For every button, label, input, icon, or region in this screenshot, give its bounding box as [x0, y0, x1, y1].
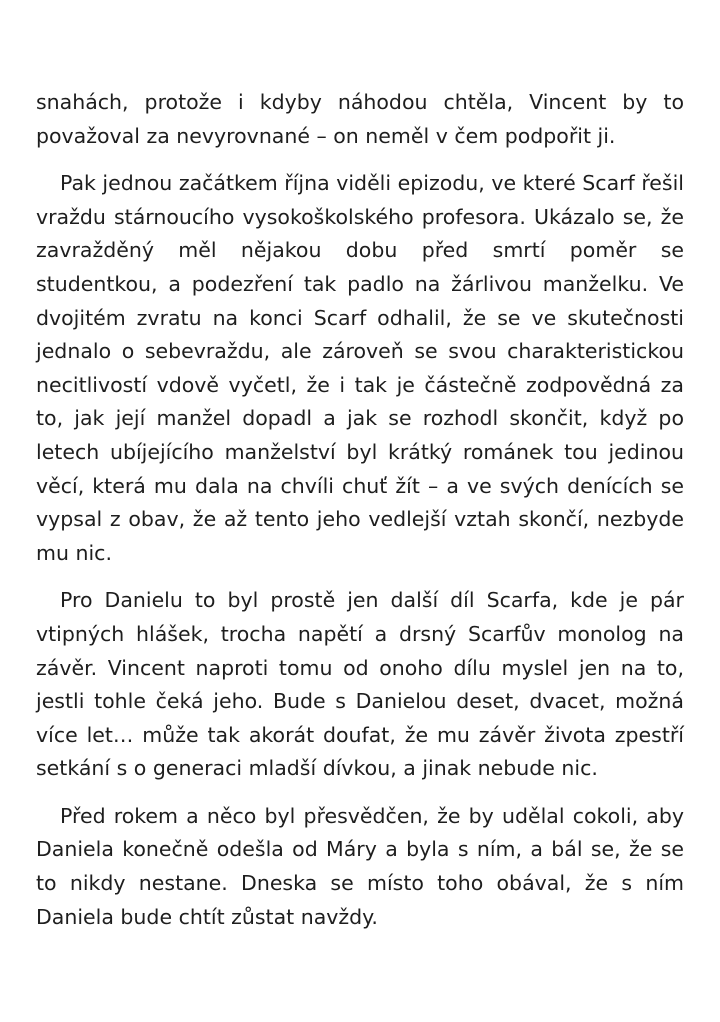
document-page: [36, 86, 684, 934]
paragraph-2: Pak jednou začátkem října viděli epizodu, ve které Scarf řešil vraždu stárnoucího vysokoškolského profesora. Ukázalo se, že zavražděný měl nějakou dobu před smrtí poměr se studentkou, a podezření tak padlo na žárlivou manželku. Ve dvojitém zvratu na konci Scarf odhalil, že se ve skutečnosti jednalo o sebevraždu, ale zároveň se svou charakteristickou necitlivostí vdově vyčetl, že i tak je částečně zodpovědná za to, jak její manžel dopadl a jak se rozhodl skončit, když po letech ubíjejícího manželství byl krátký románek tou jedinou věcí, která mu dala na chvíli chuť žít – a ve svých denících se vypsal z obav, že až tento jeho vedlejší vztah skončí, nezbyde mu nic.: [36, 171, 684, 565]
paragraph-3: Pro Danielu to byl prostě jen další díl Scarfa, kde je pár vtipných hlášek, trocha napětí a drsný Scarfův monolog na závěr. Vincent naproti tomu od onoho dílu myslel jen na to, jestli tohle čeká jeho. Bude s Danielou deset, dvacet, možná více let… může tak akorát doufat, že mu závěr života zpestří setkání s o generaci mladší dívkou, a jinak nebude nic.: [36, 588, 684, 781]
paragraph-4: Před rokem a něco byl přesvědčen, že by udělal cokoli, aby Daniela konečně odešla od Máry a byla s ním, a bál se, že se to nikdy nestane. Dneska se místo toho obával, že s ním Daniela bude chtít zůstat navždy.: [36, 803, 684, 929]
paragraph-1: snahách, protože i kdyby náhodou chtěla, Vincent by to považoval za nevyrovnané – on neměl v čem podpořit ji.: [36, 90, 684, 148]
